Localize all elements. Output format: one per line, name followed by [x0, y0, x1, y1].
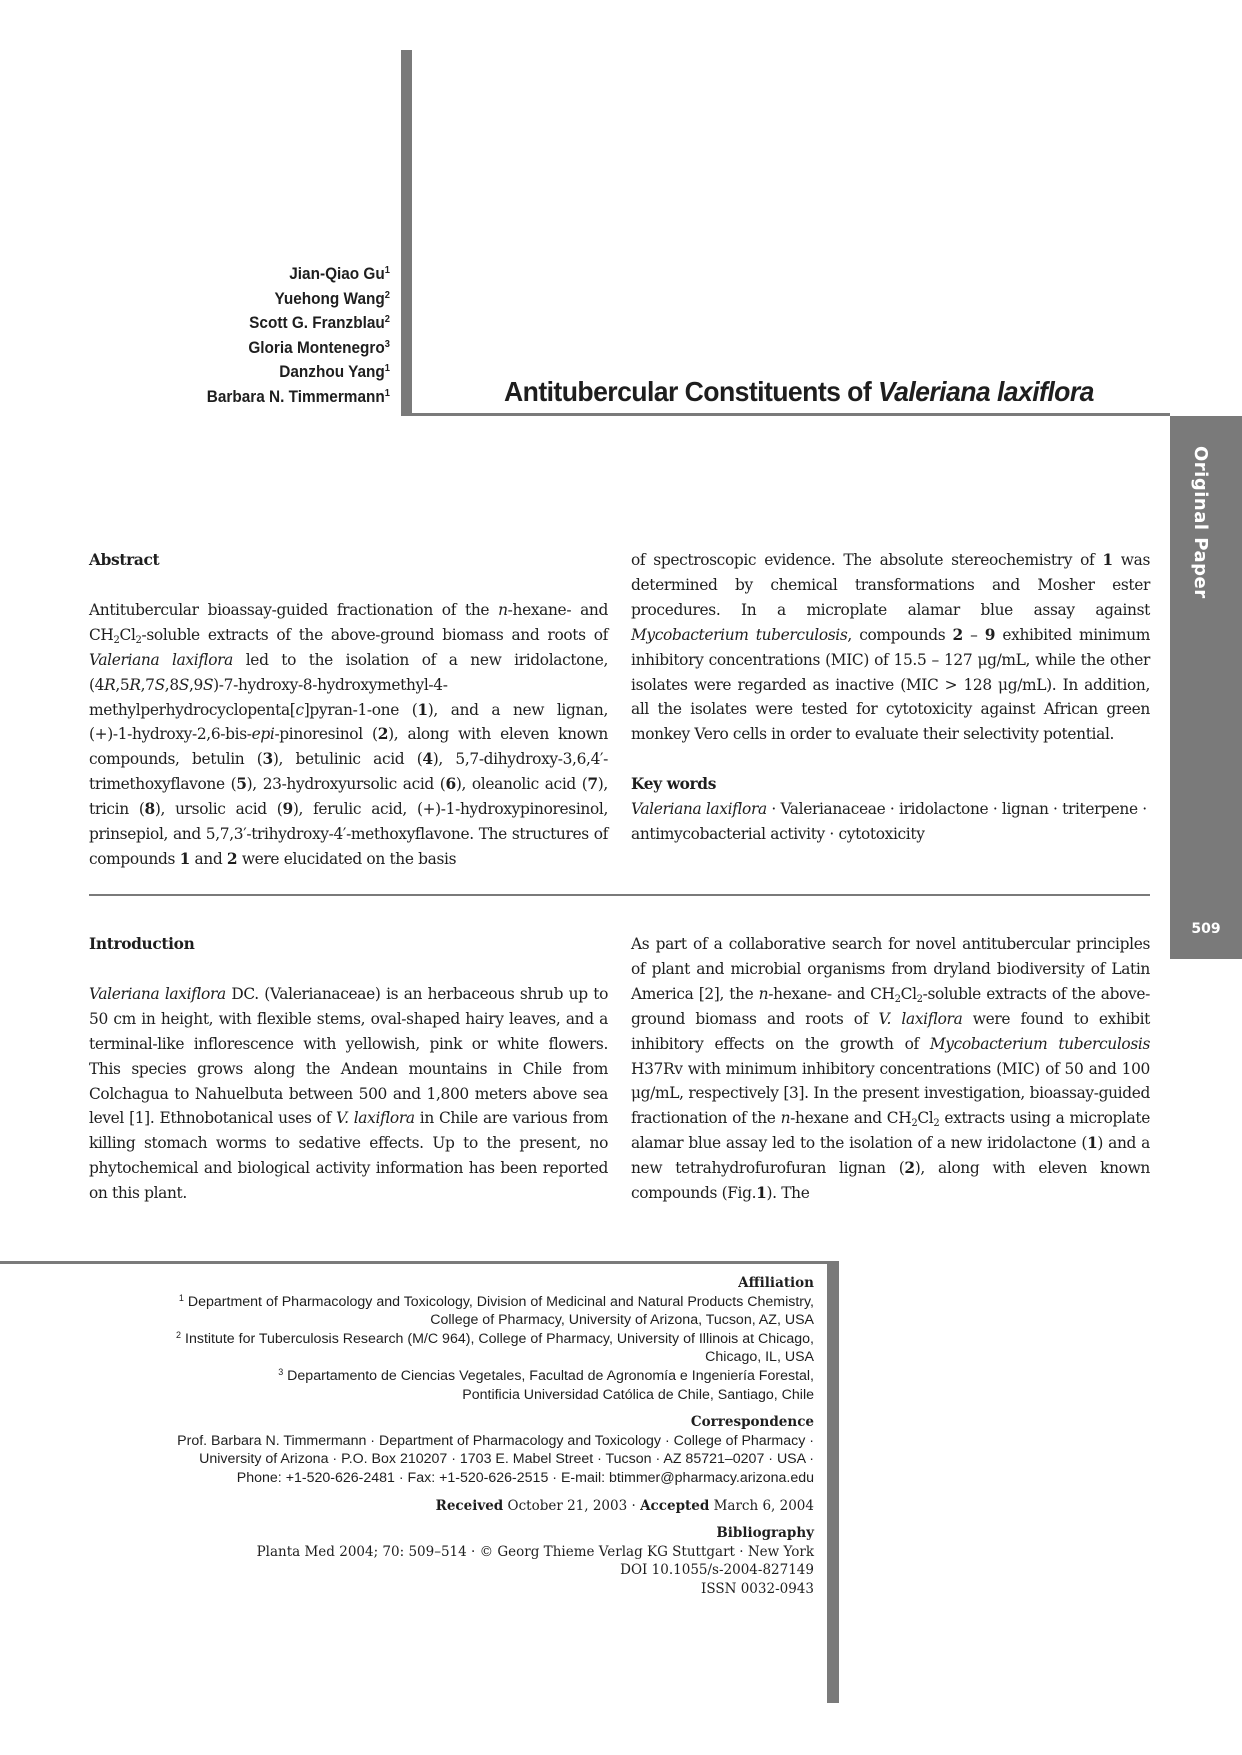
author: Yuehong Wang$^2$	[274, 289, 390, 308]
issn-line: ISSN 0032-0943	[701, 1580, 814, 1597]
keywords-list: Valeriana laxiflora · Valerianaceae · iridolactone · lignan · triterpene · antimycobacterial activity · cytotoxicity	[631, 800, 1147, 844]
introduction-heading: Introduction	[89, 935, 195, 953]
doi-line[interactable]: DOI 10.1055/s-2004-827149	[620, 1562, 814, 1579]
affiliation-line: $^1$ Department of Pharmacology and Toxicology, Division of Medicinal and Natural Products Chemistry,	[178, 1292, 814, 1310]
header-rule	[401, 413, 1170, 416]
footer-rule	[0, 1261, 839, 1264]
dates-line: Received October 21, 2003 · Accepted March 6, 2004	[435, 1497, 814, 1514]
abstract-heading: Abstract	[89, 551, 160, 569]
affiliation-line: $^2$ Institute for Tuberculosis Research (M/C 964), College of Pharmacy, University of Illinois at Chicago,	[176, 1329, 814, 1347]
bibliography-block	[54, 1524, 814, 1598]
correspondence-block	[54, 1413, 814, 1487]
introduction-right-column	[631, 932, 1150, 1206]
author-list	[207, 262, 390, 410]
article-footer	[54, 1274, 814, 1608]
citation-line: Planta Med 2004; 70: 509–514 · © Georg Thieme Verlag KG Stuttgart · New York	[256, 1543, 814, 1560]
bibliography-heading: Bibliography	[716, 1525, 814, 1542]
footer-vertical-bar	[827, 1261, 839, 1703]
affiliation-heading: Affiliation	[738, 1275, 814, 1291]
page-number: 509	[1191, 921, 1221, 937]
affiliation-line: College of Pharmacy, University of Arizona, Tucson, AZ, USA	[430, 1312, 814, 1329]
keywords-heading: Key words	[631, 775, 717, 794]
header-vertical-bar	[401, 50, 412, 416]
correspondence-line: Prof. Barbara N. Timmermann · Department of Pharmacology and Toxicology · College of Pharmacy ·	[177, 1432, 814, 1449]
introduction-paragraph-continued: As part of a collaborative search for novel antitubercular principles of plant and microbial organisms from dryland biodiversity of Latin America [2], the n-hexane- and $CH_2Cl_2$-soluble extracts of the above-ground biomass and roots of V. laxiflora were found to exhibit inhibitory effects on the growth of Mycobacterium tuberculosis H37Rv with minimum inhibitory concentrations (MIC) of 50 and 100 μg/mL, respectively [3]. In the present investigation, bioassay-guided fractionation of the n-hexane and $CH_2Cl_2$ extracts using a microplate alamar blue assay led to the isolation of a new iridolactone (1) and a new tetrahydrofurofuran lignan (2), along with eleven known compounds (Fig.1). The	[631, 935, 1151, 1203]
author: Jian-Qiao Gu$^1$	[289, 265, 390, 283]
article-type-label: Original Paper	[1190, 446, 1211, 599]
author: Scott G. Franzblau$^2$	[249, 314, 390, 333]
affiliation-line: $^3$ Departamento de Ciencias Vegetales, Facultad de Agronomía e Ingeniería Forestal,	[278, 1366, 814, 1384]
author: Barbara N. Timmermann$^1$	[206, 387, 390, 406]
author: Danzhou Yang$^1$	[279, 363, 390, 382]
paper-title: Antitubercular Constituents of Valeriana laxiflora	[504, 376, 1094, 407]
introduction-paragraph: Valeriana laxiflora DC. (Valerianaceae) is an herbaceous shrub up to 50 cm in height, with flexible stems, oval-shaped hairy leaves, and a terminal-like inflorescence with yellowish, pink or white flowers. This species grows along the Andean mountains in Chile from Colchagua to Nahuelbuta between 500 and 1,800 meters above sea level [1]. Ethnobotanical uses of V. laxiflora in Chile are various from killing stomach worms to sedative effects. Up to the present, no phytochemical and biological activity information has been reported on this plant.	[89, 984, 608, 1203]
author: Gloria Montenegro$^3$	[248, 338, 390, 357]
affiliation-line: Chicago, IL, USA	[705, 1349, 814, 1366]
abstract-text-continued: of spectroscopic evidence. The absolute stereochemistry of 1 was determined by chemical transformations and Mosher ester procedures. In a microplate alamar blue assay against Mycobacterium tuberculosis, compounds 2 – 9 exhibited minimum inhibitory concentrations (MIC) of 15.5 – 127 μg/mL, while the other isolates were regarded as inactive (MIC > 128 μg/mL). In addition, all the isolates were tested for cytotoxicity against African green monkey Vero cells in order to evaluate their selectivity potential.	[631, 551, 1151, 744]
abstract-right-column	[631, 548, 1150, 847]
section-side-tab	[1170, 416, 1242, 959]
correspondence-heading: Correspondence	[690, 1414, 814, 1431]
abstract-left-column	[89, 548, 608, 872]
correspondence-line: University of Arizona · P.O. Box 210207 · 1703 E. Mabel Street · Tucson · AZ 85721–0207 · USA ·	[199, 1451, 814, 1468]
correspondence-email-line[interactable]: Phone: +1-520-626-2481 · Fax: +1-520-626-2515 · E-mail: btimmer@pharmacy.arizona.edu	[236, 1469, 814, 1486]
affiliation-line: Pontificia Universidad Católica de Chile, Santiago, Chile	[462, 1386, 814, 1403]
section-divider	[89, 894, 1150, 896]
abstract-text: Antitubercular bioassay-guided fractionation of the n-hexane- and $CH_2Cl_2$-soluble extracts of the above-ground biomass and roots of Valeriana laxiflora led to the isolation of a new iridolactone, (4R,5R,7S,8S,9S)-7-hydroxy-8-hydroxymethyl-4-methylperhydrocyclopenta[c]pyran-1-one (1), and a new lignan, (+)-1-hydroxy-2,6-bis-epi-pinoresinol (2), along with eleven known compounds, betulin (3), betulinic acid (4), 5,7-dihydroxy-3,6,4′-trimethoxyflavone (5), 23-hydroxyursolic acid (6), oleanolic acid (7), tricin (8), ursolic acid (9), ferulic acid, (+)-1-hydroxypinoresinol, prinsepiol, and 5,7,3′-trihydroxy-4′-methoxyflavone. The structures of compounds 1 and 2 were elucidated on the basis	[89, 600, 609, 868]
affiliation-block	[54, 1274, 814, 1404]
introduction-left-column	[89, 932, 608, 1206]
